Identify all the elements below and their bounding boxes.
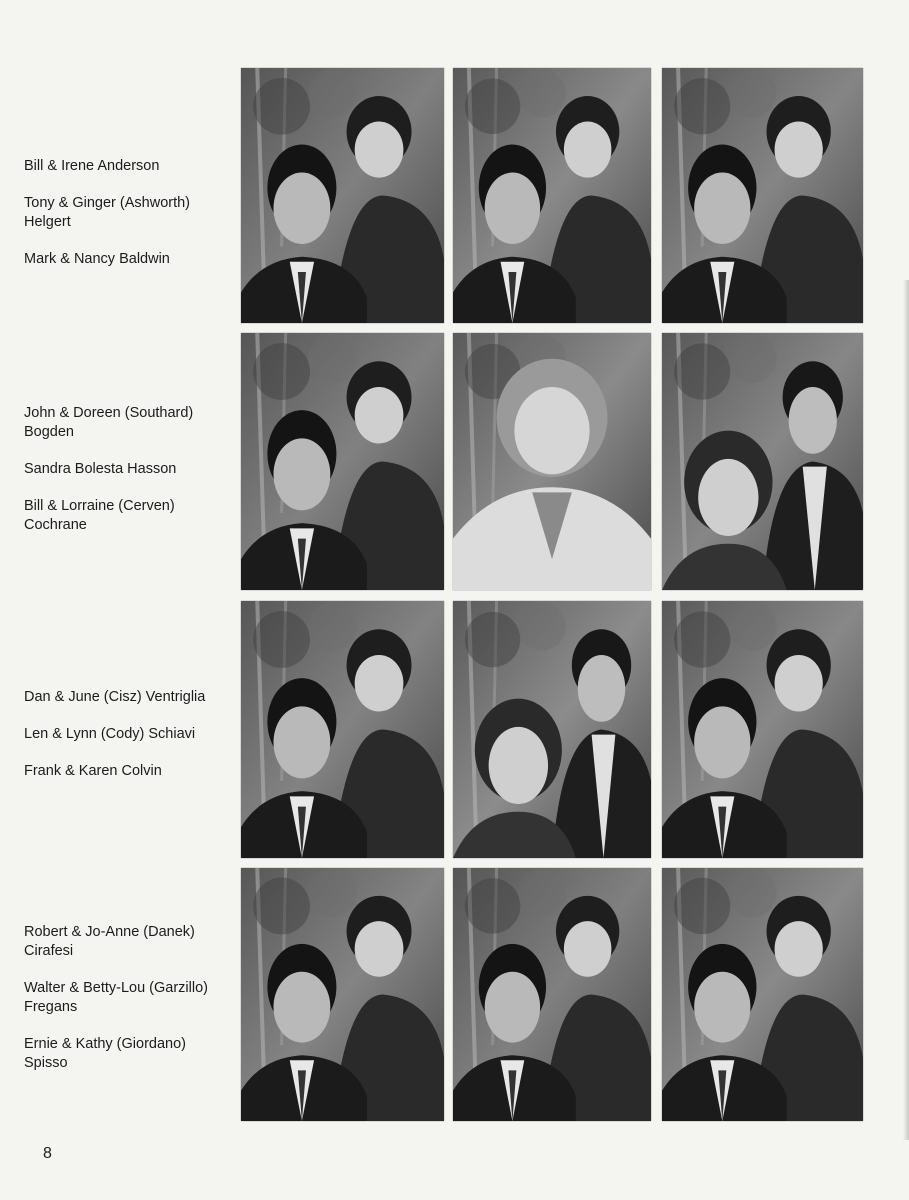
portrait-photo — [241, 68, 444, 323]
caption-line: John & Doreen (Southard) — [24, 405, 194, 421]
caption — [24, 688, 234, 707]
caption-group-row-4 — [24, 923, 234, 1091]
caption-group-row-1 — [24, 157, 234, 287]
caption-line: Cochrane — [24, 517, 87, 533]
portrait-photo — [453, 601, 651, 858]
portrait-photo — [241, 868, 444, 1121]
caption-line: Walter & Betty-Lou (Garzillo) — [24, 980, 208, 996]
caption-line: Frank & Karen Colvin — [24, 763, 162, 779]
caption — [24, 497, 234, 535]
portrait-photo — [241, 333, 444, 590]
portrait-photo — [662, 601, 863, 858]
caption-line: Cirafesi — [24, 943, 74, 959]
portrait-photo — [453, 868, 651, 1121]
caption — [24, 923, 234, 961]
caption — [24, 250, 234, 269]
caption — [24, 979, 234, 1017]
caption-line: Len & Lynn (Cody) Schiavi — [24, 726, 196, 742]
page-edge-shadow — [903, 280, 909, 1140]
caption-line: Mark & Nancy Baldwin — [24, 251, 170, 267]
portrait-photo — [453, 68, 651, 323]
caption-line: Fregans — [24, 999, 78, 1015]
caption-line: Sandra Bolesta Hasson — [24, 461, 177, 477]
caption-line: Tony & Ginger (Ashworth) — [24, 195, 191, 211]
caption-line: Robert & Jo-Anne (Danek) — [24, 924, 195, 940]
caption-group-row-2 — [24, 404, 234, 553]
page-number: 8 — [43, 1145, 52, 1162]
portrait-photo — [662, 68, 863, 323]
caption — [24, 1035, 234, 1073]
caption-line: Ernie & Kathy (Giordano) — [24, 1036, 186, 1052]
caption — [24, 194, 234, 232]
caption — [24, 157, 234, 176]
caption-group-row-3 — [24, 688, 234, 799]
caption-line: Bogden — [24, 424, 74, 440]
caption-line: Bill & Lorraine (Cerven) — [24, 498, 175, 514]
portrait-photo — [241, 601, 444, 858]
caption-line: Bill & Irene Anderson — [24, 158, 160, 174]
caption-line: Helgert — [24, 214, 71, 230]
portrait-photo — [662, 868, 863, 1121]
caption — [24, 460, 234, 479]
portrait-photo — [453, 333, 651, 590]
caption-line: Dan & June (Cisz) Ventriglia — [24, 689, 206, 705]
portrait-photo — [662, 333, 863, 590]
caption — [24, 762, 234, 781]
caption — [24, 725, 234, 744]
caption-line: Spisso — [24, 1055, 68, 1071]
caption — [24, 404, 234, 442]
